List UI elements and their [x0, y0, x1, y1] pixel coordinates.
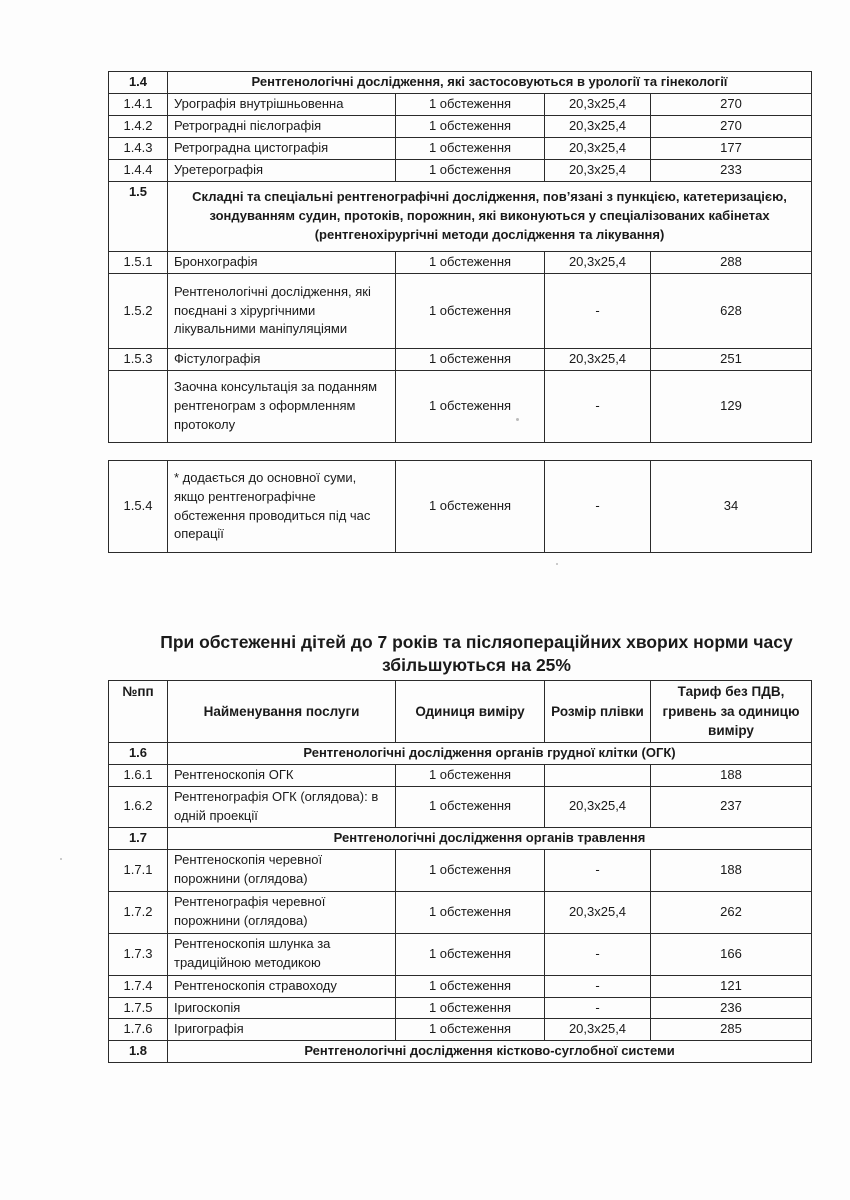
table-header-row [109, 681, 812, 743]
service-name: Рентгенографія ОГК (оглядова): в одній проекції [168, 787, 396, 828]
service-name: Іригоскопія [168, 997, 396, 1019]
tariff-value: 236 [651, 997, 812, 1019]
header-film-size: Розмір плівки [545, 681, 651, 743]
film-size: - [545, 274, 651, 349]
tariff-value: 233 [651, 160, 812, 182]
service-name: Ретроградна цистографія [168, 138, 396, 160]
service-unit: 1 обстеження [396, 765, 545, 787]
scan-speck [516, 418, 519, 421]
tariff-value: 188 [651, 765, 812, 787]
film-size: 20,3х25,4 [545, 787, 651, 828]
table-row [109, 252, 812, 274]
film-size: 20,3х25,4 [545, 252, 651, 274]
table-row [109, 371, 812, 443]
service-name: Рентгеноскопія стравоходу [168, 975, 396, 997]
service-number: 1.5.1 [109, 252, 168, 274]
header-service-name: Найменування послуги [168, 681, 396, 743]
service-number: 1.7.1 [109, 849, 168, 891]
film-size: - [545, 933, 651, 975]
service-unit: 1 обстеження [396, 849, 545, 891]
table-row [109, 461, 812, 553]
section-row [109, 72, 812, 94]
service-unit: 1 обстеження [396, 787, 545, 828]
tariff-value: 262 [651, 891, 812, 933]
header-tariff: Тариф без ПДВ, гривень за одиницю виміру [651, 681, 812, 743]
service-unit: 1 обстеження [396, 975, 545, 997]
tariff-value: 166 [651, 933, 812, 975]
service-number: 1.5.4 [109, 461, 168, 553]
tariff-value: 177 [651, 138, 812, 160]
table-row [109, 94, 812, 116]
section-title: Рентгенологічні дослідження органів травлення [168, 827, 812, 849]
film-size: 20,3х25,4 [545, 160, 651, 182]
table-row [109, 160, 812, 182]
service-unit: 1 обстеження [396, 461, 545, 553]
tariff-value: 121 [651, 975, 812, 997]
section-number: 1.6 [109, 743, 168, 765]
film-size: 20,3х25,4 [545, 116, 651, 138]
service-unit: 1 обстеження [396, 252, 545, 274]
table-row [109, 138, 812, 160]
service-name: Рентгеноскопія черевної порожнини (оглядова) [168, 849, 396, 891]
tariff-value: 270 [651, 116, 812, 138]
tariff-value: 285 [651, 1019, 812, 1041]
film-size: 20,3х25,4 [545, 94, 651, 116]
table-row [109, 891, 812, 933]
service-number: 1.7.5 [109, 997, 168, 1019]
service-number: 1.5.3 [109, 349, 168, 371]
service-unit: 1 обстеження [396, 94, 545, 116]
section-title: Складні та спеціальні рентгенографічні дослідження, пов’язані з пункцією, катетеризацією, зондуванням судин, протоків, порожнин, які виконуються у спеціалізованих кабінетах (рентгенохірургічні методи дослідження та лікування) [168, 182, 812, 252]
section-row [109, 182, 812, 252]
section-row [109, 743, 812, 765]
table-row [109, 975, 812, 997]
film-size: - [545, 461, 651, 553]
header-unit: Одиниця виміру [396, 681, 545, 743]
service-number: 1.4.3 [109, 138, 168, 160]
service-number: 1.7.4 [109, 975, 168, 997]
service-unit: 1 обстеження [396, 891, 545, 933]
section-number: 1.7 [109, 827, 168, 849]
section-row [109, 827, 812, 849]
price-table-1-body [109, 72, 812, 443]
film-size [545, 765, 651, 787]
table-row [109, 274, 812, 349]
film-size: 20,3х25,4 [545, 891, 651, 933]
tariff-value: 34 [651, 461, 812, 553]
price-table-2-body [109, 461, 812, 553]
service-name: Рентгенографія черевної порожнини (оглядова) [168, 891, 396, 933]
service-unit: 1 обстеження [396, 274, 545, 349]
price-table-2 [108, 460, 812, 553]
service-number: 1.7.3 [109, 933, 168, 975]
section-number: 1.8 [109, 1041, 168, 1063]
price-table-3 [108, 680, 812, 1063]
table-row [109, 116, 812, 138]
film-size: - [545, 997, 651, 1019]
service-number: 1.5.2 [109, 274, 168, 349]
scan-speck [556, 563, 558, 565]
table-row [109, 349, 812, 371]
service-unit: 1 обстеження [396, 138, 545, 160]
film-size: 20,3х25,4 [545, 138, 651, 160]
service-name: Бронхографія [168, 252, 396, 274]
service-number: 1.6.2 [109, 787, 168, 828]
header-number: №пп [109, 681, 168, 743]
service-unit: 1 обстеження [396, 160, 545, 182]
tariff-value: 129 [651, 371, 812, 443]
service-name: Іригографія [168, 1019, 396, 1041]
service-unit: 1 обстеження [396, 371, 545, 443]
price-table-3-body [109, 681, 812, 1063]
table-row [109, 765, 812, 787]
service-unit: 1 обстеження [396, 116, 545, 138]
service-number: 1.7.2 [109, 891, 168, 933]
service-unit: 1 обстеження [396, 997, 545, 1019]
section-title: Рентгенологічні дослідження кістково-суглобної системи [168, 1041, 812, 1063]
table-row [109, 933, 812, 975]
film-size: - [545, 371, 651, 443]
service-unit: 1 обстеження [396, 349, 545, 371]
service-name: Рентгеноскопія шлунка за традиційною методикою [168, 933, 396, 975]
service-name: * додається до основної суми, якщо рентгенографічне обстеження проводиться під час операції [168, 461, 396, 553]
service-number: 1.4.4 [109, 160, 168, 182]
service-number: 1.7.6 [109, 1019, 168, 1041]
film-size: 20,3х25,4 [545, 349, 651, 371]
service-name: Рентгеноскопія ОГК [168, 765, 396, 787]
service-number [109, 371, 168, 443]
tariff-value: 270 [651, 94, 812, 116]
service-number: 1.4.1 [109, 94, 168, 116]
tariff-value: 628 [651, 274, 812, 349]
service-unit: 1 обстеження [396, 1019, 545, 1041]
price-table-1 [108, 71, 812, 443]
section-number: 1.5 [109, 182, 168, 252]
film-size: 20,3х25,4 [545, 1019, 651, 1041]
scan-speck [60, 858, 62, 860]
section-number: 1.4 [109, 72, 168, 94]
service-name: Рентгенологічні дослідження, які поєднані з хірургічними лікувальними маніпуляціями [168, 274, 396, 349]
service-number: 1.4.2 [109, 116, 168, 138]
tariff-value: 188 [651, 849, 812, 891]
section-row [109, 1041, 812, 1063]
tariff-value: 237 [651, 787, 812, 828]
film-size: - [545, 849, 651, 891]
children-surcharge-note: При обстеженні дітей до 7 років та післяопераційних хворих норми часу збільшуються на 25% [160, 632, 793, 675]
service-name: Заочна консультація за поданням рентгенограм з оформленням протоколу [168, 371, 396, 443]
table-row [109, 849, 812, 891]
film-size: - [545, 975, 651, 997]
service-name: Фістулографія [168, 349, 396, 371]
service-name: Ретроградні пієлографія [168, 116, 396, 138]
section-title: Рентгенологічні дослідження, які застосовуються в урології та гінекології [168, 72, 812, 94]
tariff-value: 251 [651, 349, 812, 371]
table-row [109, 787, 812, 828]
service-number: 1.6.1 [109, 765, 168, 787]
table-row [109, 997, 812, 1019]
service-unit: 1 обстеження [396, 933, 545, 975]
service-name: Уретерографія [168, 160, 396, 182]
service-name: Урографія внутрішньовенна [168, 94, 396, 116]
table-row [109, 1019, 812, 1041]
section-title: Рентгенологічні дослідження органів грудної клітки (ОГК) [168, 743, 812, 765]
tariff-value: 288 [651, 252, 812, 274]
